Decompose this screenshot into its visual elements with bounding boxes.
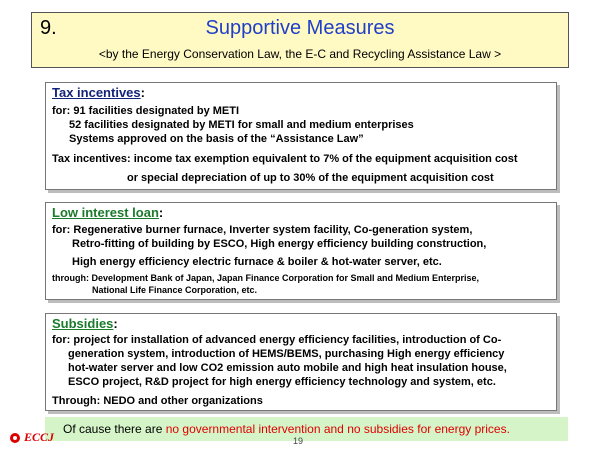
subsidies-line-2: generation system, introduction of HEMS/BEMS, purchasing High energy efficiency bbox=[68, 348, 505, 360]
footer-note-prefix: Of cause there are bbox=[63, 422, 166, 436]
subsidies-line-1: for: project for installation of advanced energy efficiency facilities, introduction of Co- bbox=[52, 334, 502, 346]
tax-line-5: or special depreciation of up to 30% of the equipment acquisition cost bbox=[127, 172, 494, 184]
logo-text: ECCJ bbox=[24, 430, 55, 444]
low-interest-loan-heading: Low interest loan: bbox=[52, 205, 164, 220]
tax-line-3: Systems approved on the basis of the “Assistance Law” bbox=[69, 133, 364, 145]
slide-title: Supportive Measures bbox=[205, 17, 395, 39]
loan-line-5: National Life Finance Corporation, etc. bbox=[92, 285, 258, 295]
low-interest-loan-box bbox=[45, 202, 557, 300]
tax-incentives-heading: Tax incentives: bbox=[52, 85, 145, 100]
logo-icon bbox=[10, 433, 20, 443]
subsidies-line-3: hot-water server and low CO2 emission auto mobile and high heat insulation house, bbox=[68, 362, 507, 374]
subsidies-line-4: ESCO project, R&D project for high energy efficiency technology and system, etc. bbox=[68, 376, 496, 388]
loan-line-4: through: Development Bank of Japan, Japan Finance Corporation for Small and Medium Enterprise, bbox=[52, 273, 480, 283]
subsidies-line-5: Through: NEDO and other organizations bbox=[52, 395, 263, 407]
slide-number: 9. bbox=[40, 17, 57, 39]
eccj-logo bbox=[10, 430, 54, 445]
title-box bbox=[31, 12, 569, 68]
tax-line-4: Tax incentives: income tax exemption equivalent to 7% of the equipment acquisition cost bbox=[52, 153, 518, 165]
loan-line-1: for: Regenerative burner furnace, Inverter system facility, Co-generation system, bbox=[52, 224, 473, 236]
tax-line-1: for: 91 facilities designated by METI bbox=[52, 105, 240, 117]
footer-note-highlight: no governmental intervention and no subsidies for energy prices. bbox=[165, 422, 510, 436]
tax-incentives-box bbox=[45, 82, 557, 190]
subsidies-heading: Subsidies: bbox=[52, 316, 118, 331]
slide-subtitle: <by the Energy Conservation Law, the E-C and Recycling Assistance Law > bbox=[98, 47, 502, 61]
loan-line-3: High energy efficiency electric furnace & boiler & hot-water server, etc. bbox=[72, 256, 442, 268]
tax-line-2: 52 facilities designated by METI for small and medium enterprises bbox=[69, 119, 414, 131]
loan-line-2: Retro-fitting of building by ESCO, High energy efficiency building construction, bbox=[72, 238, 487, 250]
footer-note bbox=[45, 417, 568, 441]
subsidies-box bbox=[45, 313, 557, 411]
page-number: 19 bbox=[293, 436, 304, 446]
